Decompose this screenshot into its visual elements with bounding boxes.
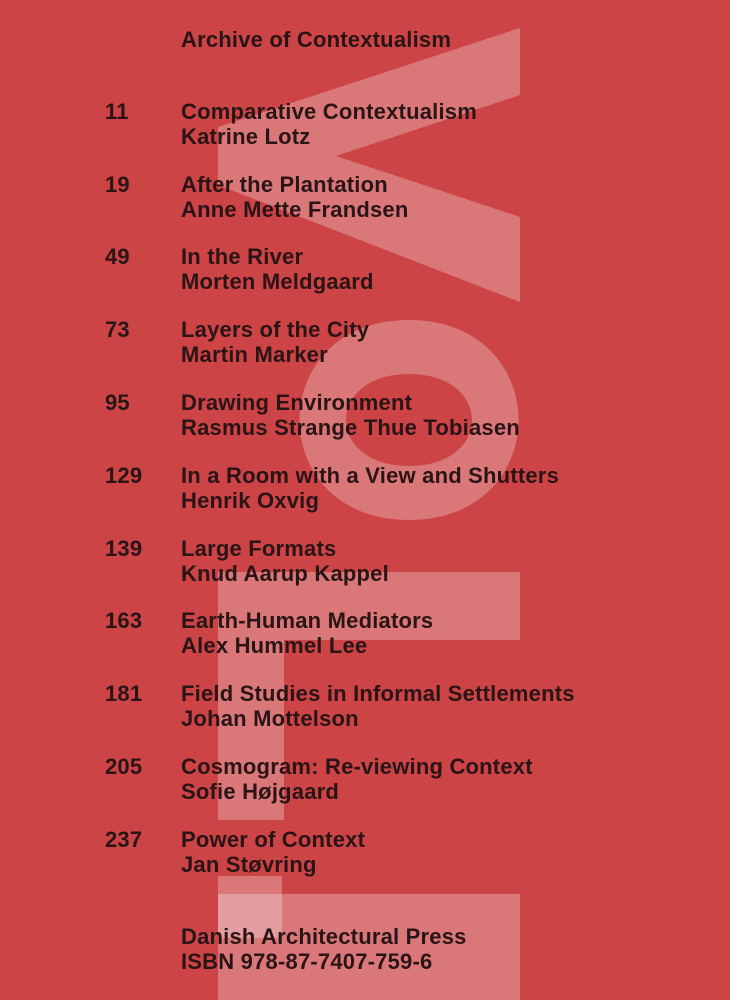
toc-entry-author: Knud Aarup Kappel [181,561,389,586]
toc-entry-title: Field Studies in Informal Settlements [181,681,575,706]
toc-page-number: 73 [105,317,130,342]
toc-entry-author: Martin Marker [181,342,328,367]
toc-entry-title: Cosmogram: Re-viewing Context [181,754,533,779]
toc-page-number: 19 [105,172,130,197]
toc-entry-author: Johan Mottelson [181,706,359,731]
toc-entry-author: Rasmus Strange Thue Tobiasen [181,415,520,440]
toc-page-number: 11 [105,99,129,124]
toc-entry-author: Sofie Højgaard [181,779,340,804]
toc-entry-title: Drawing Environment [181,390,413,415]
toc-entry-author: Katrine Lotz [181,124,311,149]
toc-page-number: 129 [105,463,143,488]
toc-entry-author: Anne Mette Frandsen [181,197,409,222]
toc-entry-title: After the Plantation [181,172,388,197]
toc-entry-author: Morten Meldgaard [181,269,374,294]
toc-entry-author: Henrik Oxvig [181,488,320,513]
toc-page-number: 181 [105,681,143,706]
toc-entry-title: In a Room with a View and Shutters [181,463,560,488]
toc-page-number: 163 [105,608,143,633]
publisher-name: Danish Architectural Press [181,924,467,949]
toc-entry-title: Large Formats [181,536,337,561]
toc-page-number: 237 [105,827,143,852]
toc-entry-title: Earth-Human Mediators [181,608,434,633]
toc-entry-title: Power of Context [181,827,366,852]
toc-entry-author: Alex Hummel Lee [181,633,368,658]
toc-entry-title: In the River [181,244,304,269]
toc-entry-title: Comparative Contextualism [181,99,477,124]
isbn-number: ISBN 978-87-7407-759-6 [181,949,433,974]
book-title: Archive of Contextualism [181,27,452,52]
toc-page-number: 95 [105,390,130,415]
toc-page-number: 139 [105,536,143,561]
toc-entry-title: Layers of the City [181,317,370,342]
toc-page-number: 49 [105,244,130,269]
toc-entry-author: Jan Støvring [181,852,317,877]
toc-page-number: 205 [105,754,143,779]
